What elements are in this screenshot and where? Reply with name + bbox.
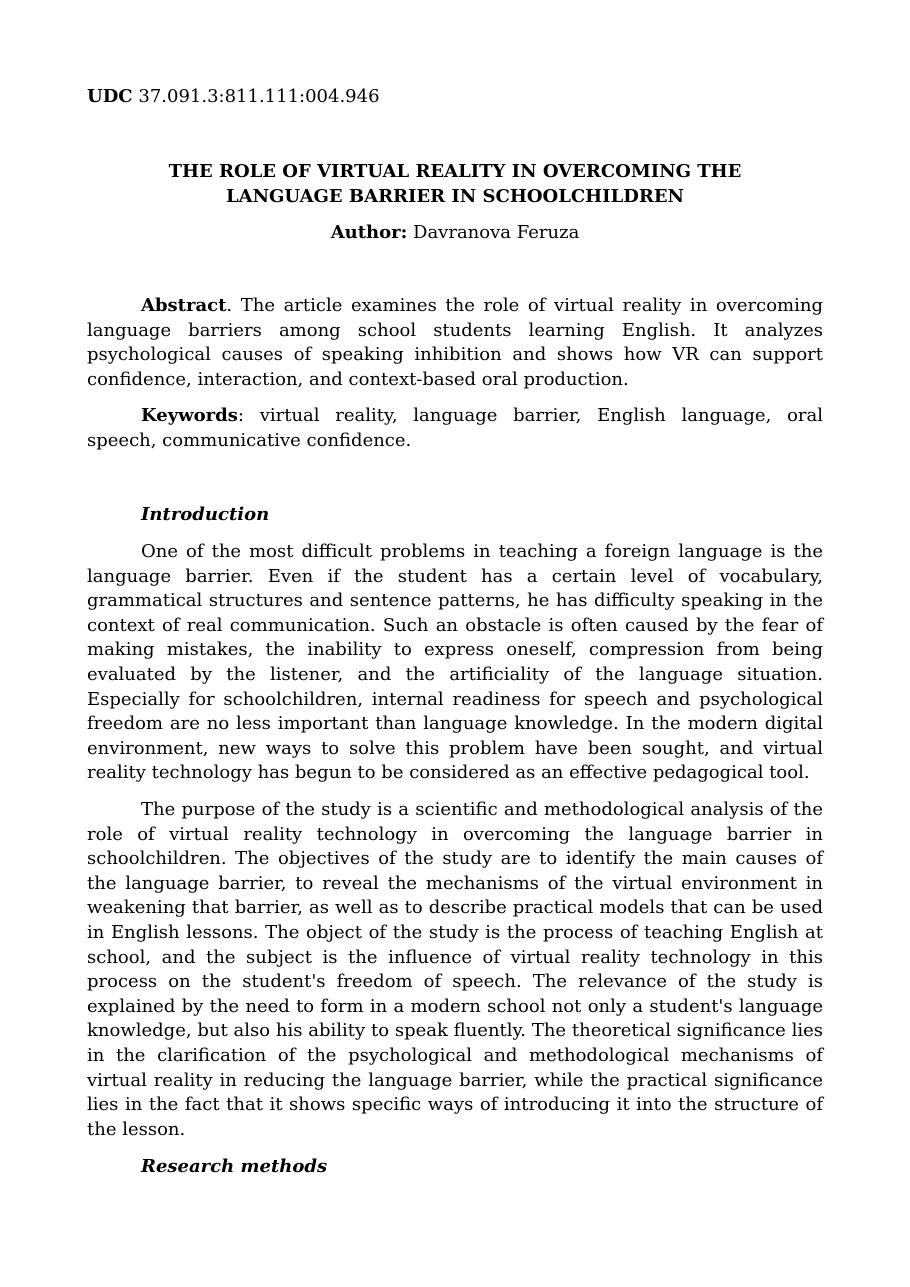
keywords-label: Keywords xyxy=(141,405,238,426)
abstract-label: Abstract xyxy=(141,295,227,316)
introduction-paragraph-2-block xyxy=(87,798,823,1142)
udc-line xyxy=(87,86,380,108)
udc-label: UDC xyxy=(87,86,133,107)
paper-title-line-1: THE ROLE OF VIRTUAL REALITY IN OVERCOMING THE xyxy=(168,161,742,182)
paper-title xyxy=(87,159,823,209)
keywords-block xyxy=(87,404,823,453)
introduction-paragraph-1: One of the most difficult problems in teaching a foreign language is the language barrier. Even if the student has a certain level of vocabulary, grammatical structures and sentence patterns, he has difficulty speaking in the context of real communication. Such an obstacle is often caused by the fear of making mistakes, the inability to express oneself, compression from being evaluated by the listener, and the artificiality of the language situation. Especially for schoolchildren, internal readiness for speech and psychological freedom are no less important than language knowledge. In the modern digital environment, new ways to solve this problem have been sought, and virtual reality technology has begun to be considered as an effective pedagogical tool. xyxy=(87,541,823,784)
research-methods-section xyxy=(87,1155,823,1179)
abstract-paragraph xyxy=(87,294,823,392)
introduction-heading: Introduction xyxy=(141,504,270,525)
introduction-section xyxy=(87,503,823,527)
introduction-paragraph-2: The purpose of the study is a scientific and methodological analysis of the role of virtual reality technology in overcoming the language barrier in schoolchildren. The objectives of the study are to identify the main causes of the language barrier, to reveal the mechanisms of the virtual environment in weakening that barrier, as well as to describe practical models that can be used in English lessons. The object of the study is the process of teaching English at school, and the subject is the influence of virtual reality technology in this process on the student's freedom of speech. The relevance of the study is explained by the need to form in a modern school not only a student's language knowledge, but also his ability to speak fluently. The theoretical significance lies in the clarification of the psychological and methodological mechanisms of virtual reality in reducing the language barrier, while the practical significance lies in the fact that it shows specific ways of introducing it into the structure of the lesson. xyxy=(87,799,823,1140)
research-methods-heading: Research methods xyxy=(141,1156,328,1177)
abstract-block xyxy=(87,294,823,392)
abstract-text: . The article examines the role of virtual reality in overcoming language barriers among school students learning English. It analyzes psychological causes of speaking inhibition and shows how VR can support confidence, interaction, and context-based oral production. xyxy=(87,295,823,390)
introduction-paragraph-1-block xyxy=(87,540,823,786)
keywords-text: : virtual reality, language barrier, English language, oral speech, communicative confidence. xyxy=(87,405,823,451)
author-line xyxy=(87,221,823,245)
author-name: Davranova Feruza xyxy=(413,222,580,243)
udc-code: 37.091.3:811.111:004.946 xyxy=(138,86,380,107)
keywords-paragraph xyxy=(87,404,823,453)
author-label: Author: xyxy=(330,222,408,243)
paper-title-line-2: LANGUAGE BARRIER IN SCHOOLCHILDREN xyxy=(225,186,684,207)
